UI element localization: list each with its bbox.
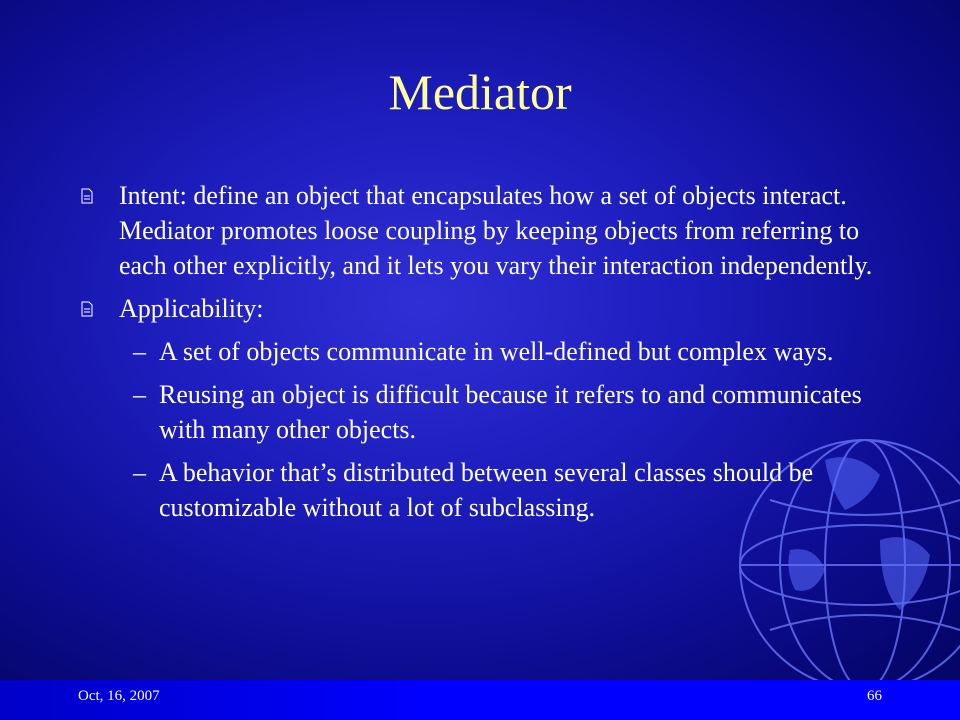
bullet-text: Intent: define an object that encapsulates how a set of objects interact. Mediator promotes loose coupling by keeping objects from referring to each other explicitly, and it lets you vary their interaction independently. (119, 181, 873, 280)
dash-marker: – (133, 380, 146, 409)
bullet-applicability (78, 291, 878, 326)
slide-content (78, 178, 878, 533)
sub-bullet-text: A set of objects communicate in well-defined but complex ways. (159, 337, 834, 366)
bullet-intent (78, 178, 878, 283)
sub-bullet-text: Reusing an object is difficult because it refers to and communicates with many other objects. (159, 380, 862, 444)
slide-title: Mediator (388, 64, 572, 120)
dash-marker: – (133, 458, 146, 487)
dash-marker: – (133, 337, 146, 366)
sub-bullet-text: A behavior that’s distributed between several classes should be customizable without a lot of subclassing. (159, 458, 814, 522)
pointing-hand-icon (80, 301, 94, 317)
sub-bullet-reuse (78, 377, 878, 447)
page-number: 66 (867, 688, 882, 704)
sub-bullet-communicate (78, 334, 878, 369)
sub-bullet-behavior (78, 455, 878, 525)
footer-date: Oct, 16, 2007 (78, 688, 160, 704)
bullet-text: Applicability: (119, 294, 264, 323)
pointing-hand-icon (80, 188, 94, 204)
